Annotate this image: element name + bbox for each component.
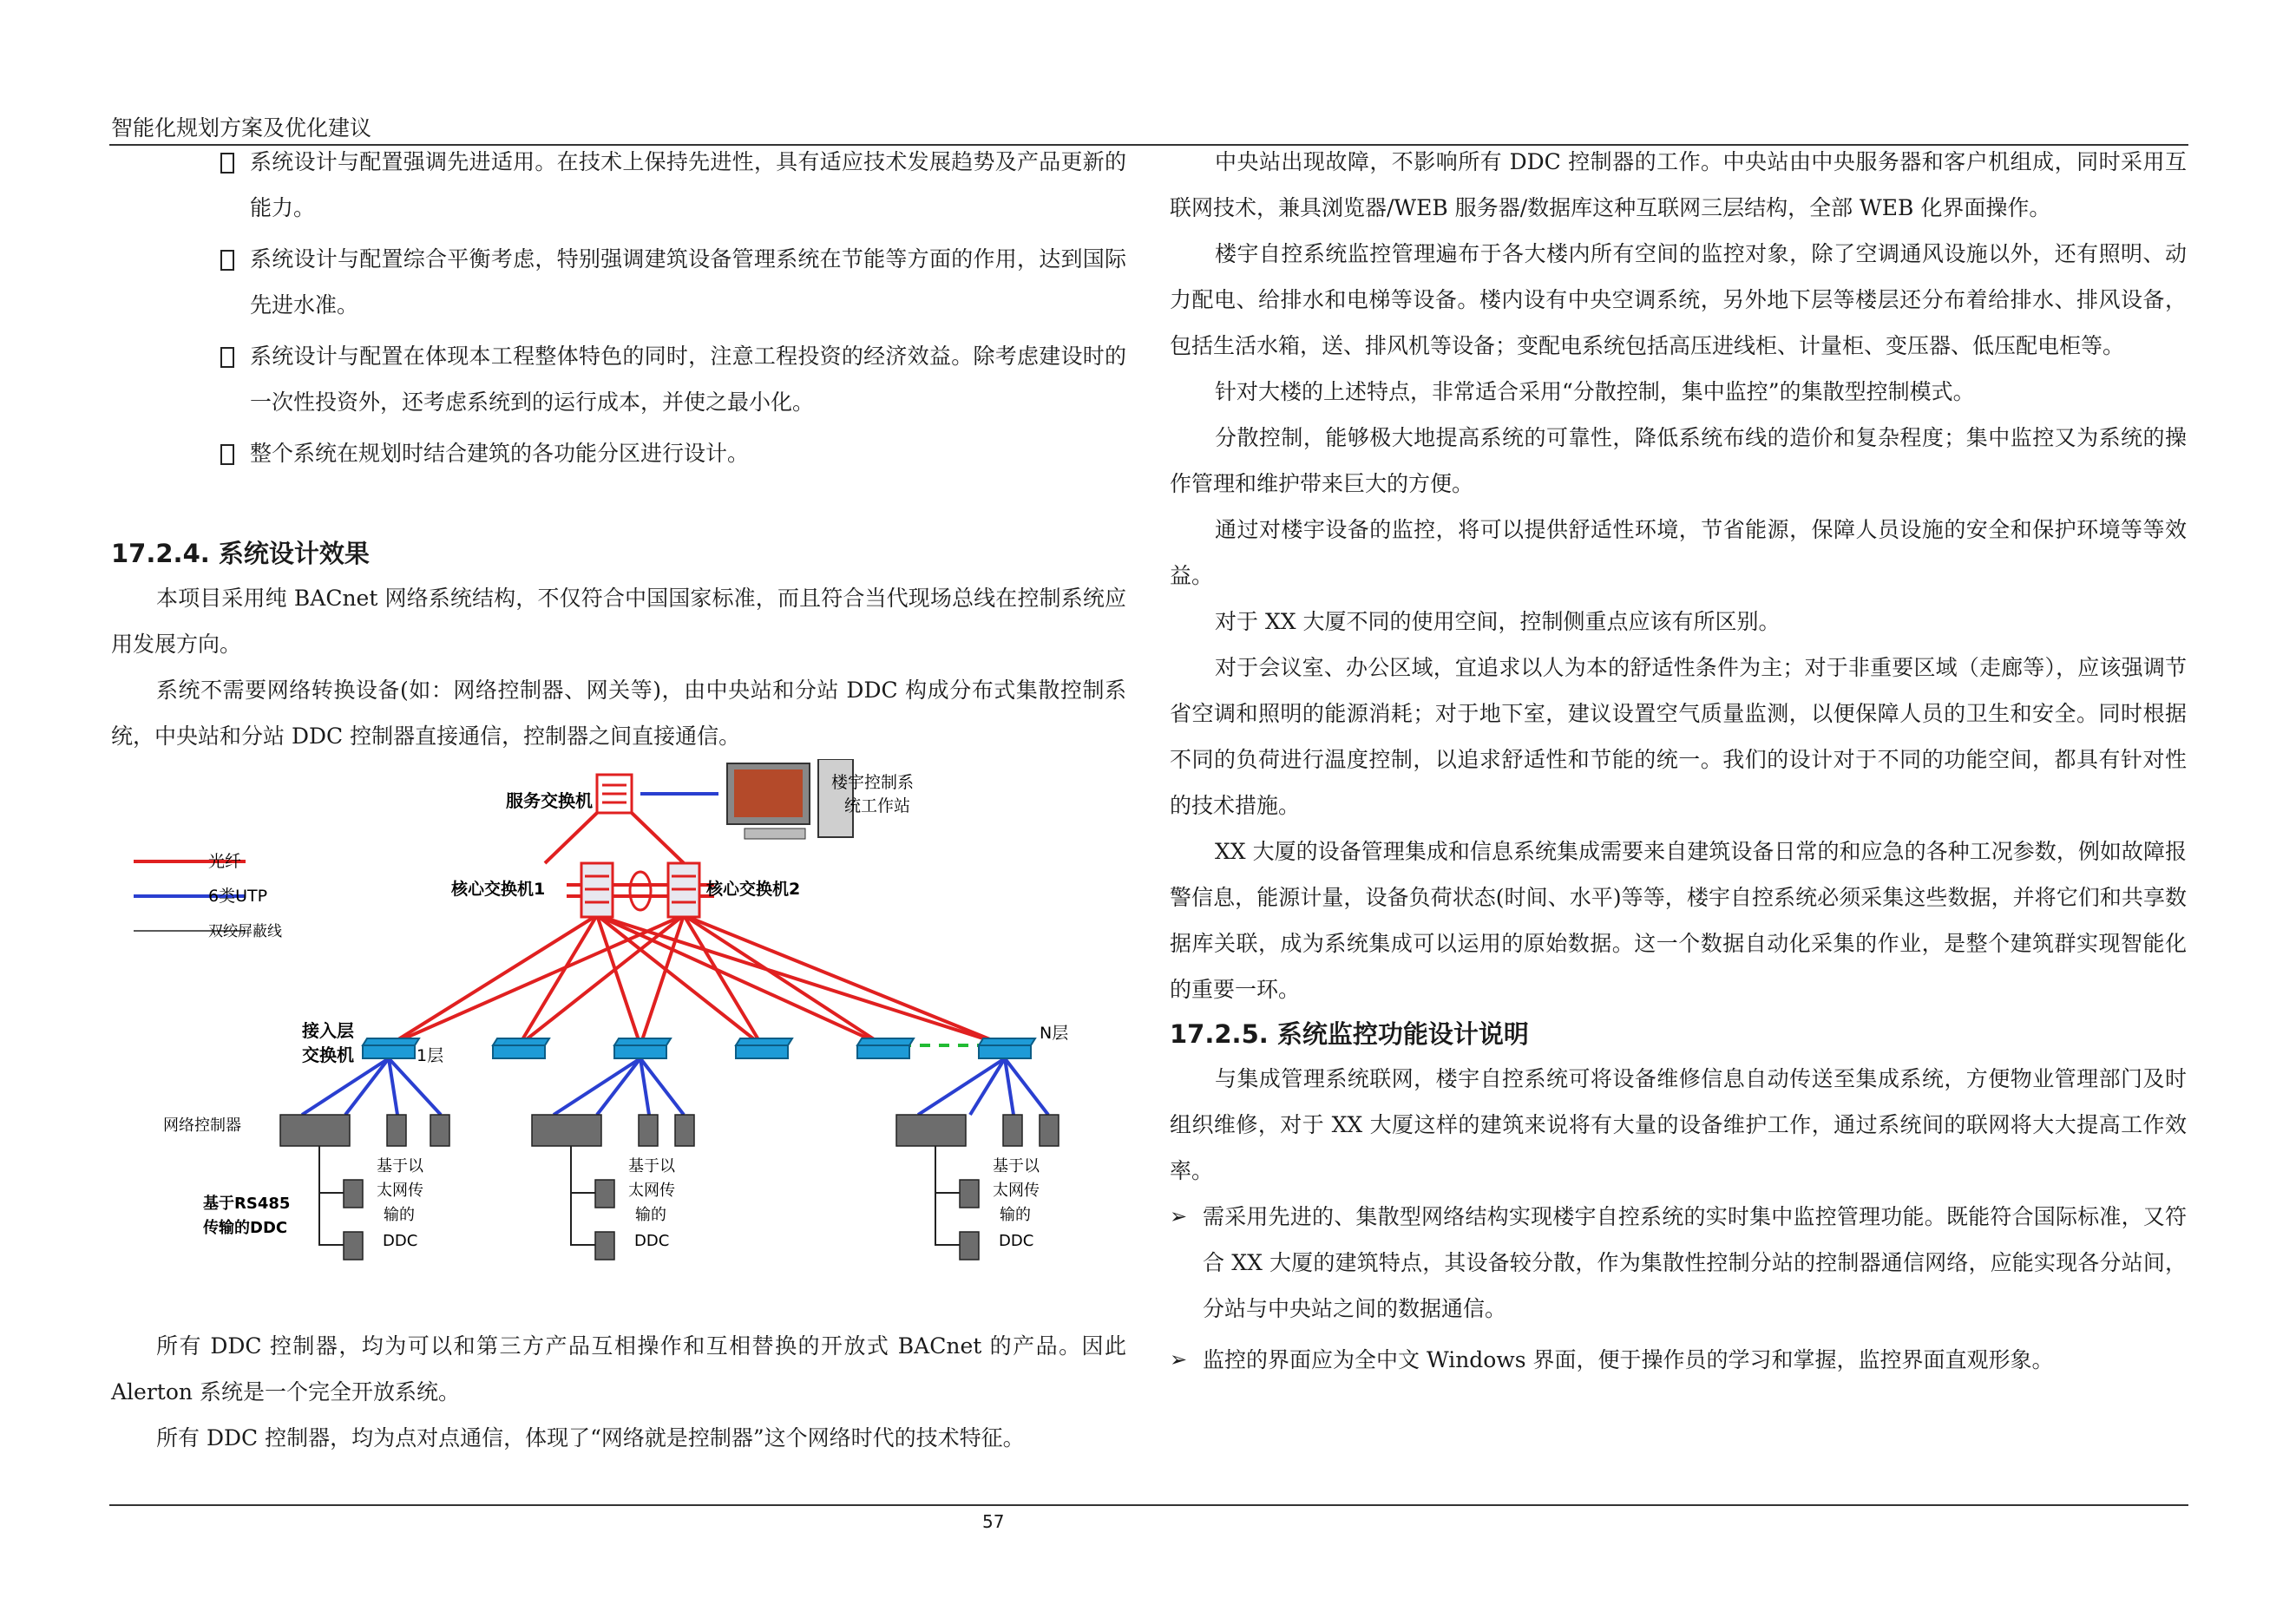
checkbox-bullet-icon xyxy=(220,444,234,465)
ethernet-ddc-label-2-line4: DDC xyxy=(634,1232,670,1250)
ddc-icon xyxy=(1003,1115,1022,1146)
paragraph: 所有 DDC 控制器，均为可以和第三方产品互相操作和互相替换的开放式 BACnet 的产品。因此 Alerton 系统是一个完全开放系统。 xyxy=(111,1333,1126,1405)
checkbox-bullet-icon xyxy=(220,347,234,368)
list-item: 系统设计与配置综合平衡考虑，特别强调建筑设备管理系统在节能等方面的作用，达到国际先进水准。 xyxy=(111,236,1126,328)
list-item: 系统设计与配置强调先进适用。在技术上保持先进性，具有适应技术发展趋势及产品更新的能力。 xyxy=(111,139,1126,231)
ddc-icon xyxy=(960,1180,979,1208)
ethernet-ddc-label-3-line2: 太网传 xyxy=(993,1182,1040,1200)
ddc-icon xyxy=(595,1180,614,1208)
ethernet-ddc-label-3-line4: DDC xyxy=(999,1232,1034,1250)
paragraph: 针对大楼的上述特点，非常适合采用“分散控制，集中监控”的集散型控制模式。 xyxy=(1215,379,1975,404)
ddc-icon xyxy=(675,1115,694,1146)
core-switch-2-icon xyxy=(668,863,699,917)
list-item: ➢ 监控的界面应为全中文 Windows 界面，便于操作员的学习和掌握，监控界面直观形象。 xyxy=(1170,1337,2187,1383)
paragraph: 本项目采用纯 BACnet 网络系统结构，不仅符合中国国家标准，而且符合当代现场总线在控制系统应用发展方向。 xyxy=(111,586,1126,657)
ddc-icon xyxy=(1040,1115,1059,1146)
ethernet-ddc-label-1-line4: DDC xyxy=(383,1232,418,1250)
ddc-icon xyxy=(344,1180,363,1208)
network-controller-icon xyxy=(896,1115,966,1146)
ddc-icon xyxy=(430,1115,449,1146)
ddc-icon xyxy=(344,1232,363,1260)
ethernet-ddc-label-2-line3: 输的 xyxy=(635,1206,666,1224)
paragraph: 与集成管理系统联网，楼宇自控系统可将设备维修信息自动传送至集成系统，方便物业管理部门及时组织维修，对于 XX 大厦这样的建筑来说将有大量的设备维护工作，通过系统间的联网将大大提高工作效率。 xyxy=(1170,1066,2187,1183)
arrow-bullet-icon: ➢ xyxy=(1170,1204,1188,1228)
legend-fiber-label: 光纤 xyxy=(208,852,242,871)
ethernet-ddc-label-3-line1: 基于以 xyxy=(993,1157,1040,1175)
checkbox-bullet-icon xyxy=(220,153,234,174)
utp-links xyxy=(134,794,1048,1115)
section-heading: 17.2.5. 系统监控功能设计说明 xyxy=(1170,1019,1529,1049)
arrow-bullet-icon: ➢ xyxy=(1170,1347,1188,1372)
access-switch-icon xyxy=(363,1038,419,1058)
floor-n-label: N层 xyxy=(1040,1024,1069,1043)
access-switches xyxy=(363,1038,1035,1058)
paragraph: XX 大厦的设备管理集成和信息系统集成需要来自建筑设备日常的和应急的各种工况参数，例如故障报警信息，能源计量，设备负荷状态(时间、水平)等等，楼宇自控系统必须采集这些数据，并将它们和共享数据库关联，成为系统集成可以运用的原始数据。这一个数据自动化采集的作业，是整个建筑群实现智能化的重要一环。 xyxy=(1170,839,2187,1002)
paragraph: 通过对楼宇设备的监控，将可以提供舒适性环境，节省能源，保障人员设施的安全和保护环境等等效益。 xyxy=(1170,517,2187,588)
ethernet-ddc-label-1-line2: 太网传 xyxy=(377,1182,423,1200)
checkbox-bullet-icon xyxy=(220,250,234,271)
paragraph: 对于 XX 大厦不同的使用空间，控制侧重点应该有所区别。 xyxy=(1215,609,1781,634)
left-column xyxy=(111,139,1126,1461)
core-switch-2-label: 核心交换机2 xyxy=(706,880,801,899)
access-switch-icon xyxy=(857,1038,914,1058)
paragraph: 所有 DDC 控制器，均为点对点通信，体现了“网络就是控制器”这个网络时代的技术特征。 xyxy=(156,1425,1025,1450)
ddc-icon xyxy=(639,1115,658,1146)
access-switch-icon xyxy=(736,1038,792,1058)
ddc-icon xyxy=(960,1232,979,1260)
ethernet-ddc-label-1-line3: 输的 xyxy=(384,1206,415,1224)
page-number: 57 xyxy=(982,1511,1005,1532)
paragraph: 系统不需要网络转换设备(如：网络控制器、网关等)，由中央站和分站 DDC 构成分布式集散控制系统，中央站和分站 DDC 控制器直接通信，控制器之间直接通信。 xyxy=(111,678,1126,749)
paragraph: 分散控制，能够极大地提高系统的可靠性，降低系统布线的造价和复杂程度；集中监控又为系统的操作管理和维护带来巨大的方便。 xyxy=(1170,425,2187,496)
workstation-label-line1: 楼宇控制系 xyxy=(831,773,915,792)
legend-utp-label: 6类UTP xyxy=(208,887,268,906)
legend-stp-label: 双绞屏蔽线 xyxy=(208,923,282,940)
list-item: 整个系统在规划时结合建筑的各功能分区进行设计。 xyxy=(111,430,1126,476)
rs485-label-line1: 基于RS485 xyxy=(203,1195,291,1213)
ethernet-ddc-label-1-line1: 基于以 xyxy=(377,1157,423,1175)
access-layer-label-line2: 交换机 xyxy=(302,1044,354,1065)
workstation-label-line2: 统工作站 xyxy=(844,796,911,815)
workstation-icon xyxy=(727,759,853,839)
list-item: 系统设计与配置在体现本工程整体特色的同时，注意工程投资的经济效益。除考虑建设时的一次性投资外，还考虑系统到的运行成本，并使之最小化。 xyxy=(111,333,1126,425)
floor-1-label: 1层 xyxy=(417,1046,444,1065)
right-column xyxy=(1170,139,2187,1388)
network-diagram xyxy=(111,759,1126,1323)
access-switch-icon xyxy=(614,1038,671,1058)
page-header-title: 智能化规划方案及优化建议 xyxy=(111,115,372,141)
rs485-label-line2: 传输的DDC xyxy=(203,1219,288,1237)
server-switch-label: 服务交换机 xyxy=(506,790,593,811)
ethernet-ddc-label-2-line1: 基于以 xyxy=(628,1157,675,1175)
network-controller-icon xyxy=(532,1115,601,1146)
access-switch-icon xyxy=(493,1038,549,1058)
network-controller-icon xyxy=(280,1115,350,1146)
network-controller-label: 网络控制器 xyxy=(163,1116,241,1135)
core-switch-1-icon xyxy=(581,863,613,917)
list-item: ➢ 需采用先进的、集散型网络结构实现楼宇自控系统的实时集中监控管理功能。既能符合国际标准，又符合 XX 大厦的建筑特点，其设备较分散，作为集散性控制分站的控制器通信网络，应能实现各分站间，分站与中央站之间的数据通信。 xyxy=(1170,1194,2187,1332)
access-switch-icon xyxy=(979,1038,1035,1058)
ethernet-ddc-label-2-line2: 太网传 xyxy=(628,1182,675,1200)
core-switch-1-label: 核心交换机1 xyxy=(451,880,546,899)
network-topology-svg xyxy=(111,759,1126,1323)
access-layer-label-line1: 接入层 xyxy=(302,1020,354,1041)
link-aggregation-icon xyxy=(630,872,651,910)
paragraph: 对于会议室、办公区域，宜追求以人为本的舒适性条件为主；对于非重要区域（走廊等），应该强调节省空调和照明的能源消耗；对于地下室，建议设置空气质量监测，以便保障人员的卫生和安全。同时根据不同的负荷进行温度控制，以追求舒适性和节能的统一。我们的设计对于不同的功能空间，都具有针对性的技术措施。 xyxy=(1170,655,2187,818)
section-heading: 17.2.4. 系统设计效果 xyxy=(111,539,370,568)
paragraph: 楼宇自控系统监控管理遍布于各大楼内所有空间的监控对象，除了空调通风设施以外，还有照明、动力配电、给排水和电梯等设备。楼内设有中央空调系统，另外地下层等楼层还分布着给排水、排风设备，包括生活水箱，送、排风机等设备；变配电系统包括高压进线柜、计量柜、变压器、低压配电柜等。 xyxy=(1170,241,2187,358)
ddc-icon xyxy=(387,1115,406,1146)
ethernet-ddc-label-3-line3: 输的 xyxy=(1000,1206,1031,1224)
paragraph: 中央站出现故障，不影响所有 DDC 控制器的工作。中央站由中央服务器和客户机组成，同时采用互联网技术，兼具浏览器/WEB 服务器/数据库这种互联网三层结构，全部 WEB 化界面操作。 xyxy=(1170,149,2187,220)
server-switch-icon xyxy=(597,775,632,813)
footer-divider xyxy=(109,1504,2188,1506)
ddc-icon xyxy=(595,1232,614,1260)
